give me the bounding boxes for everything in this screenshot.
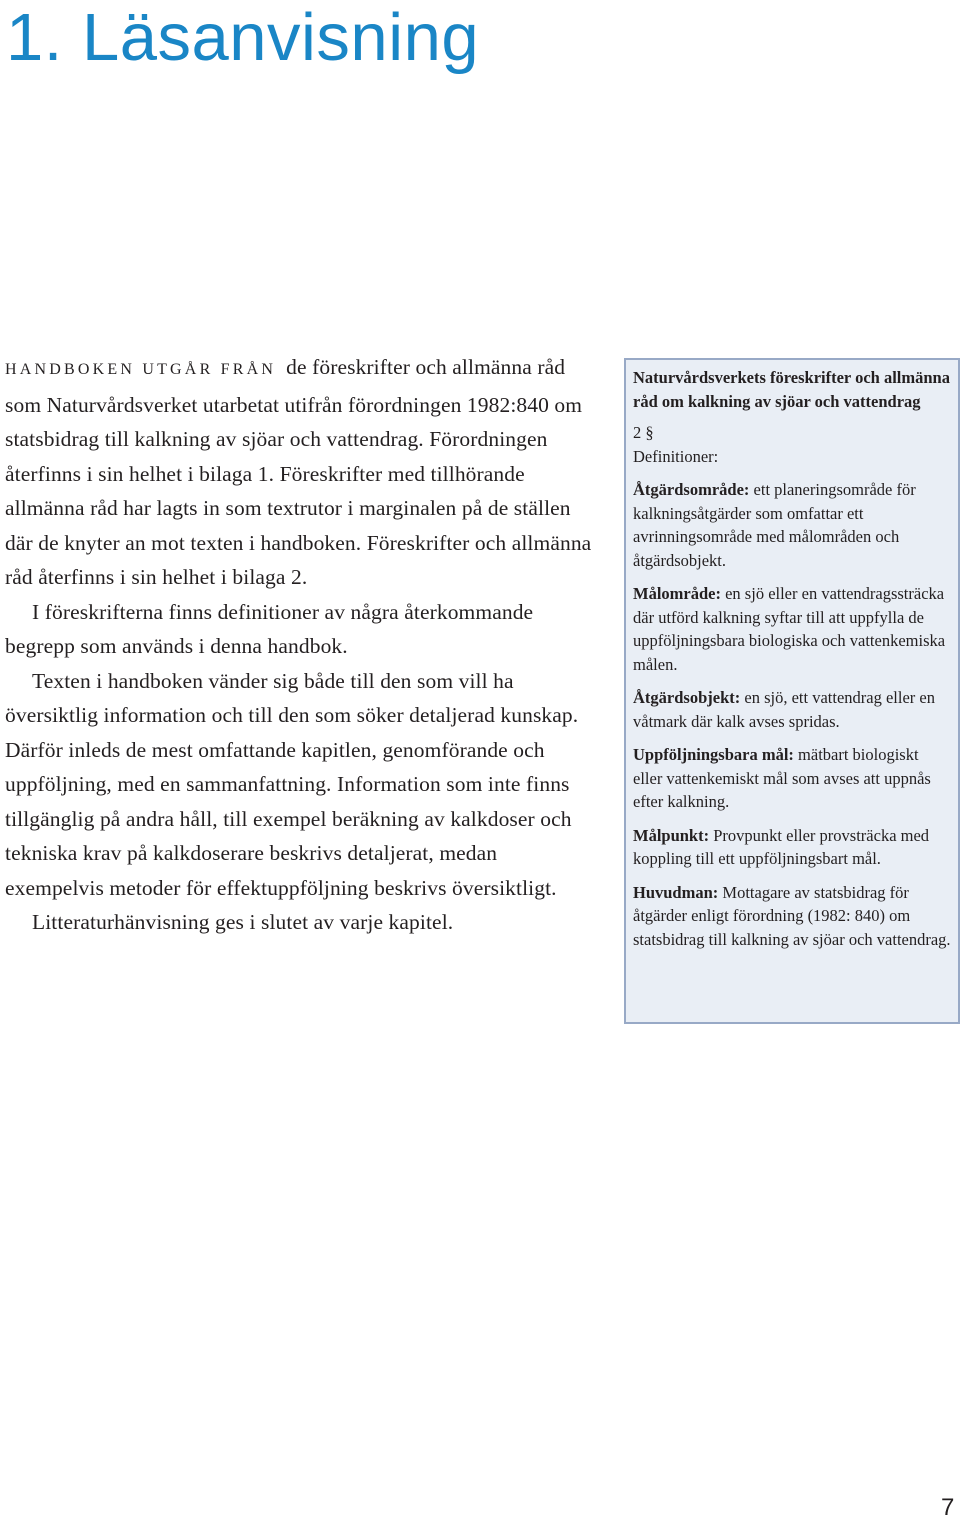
section-heading: Definitioner: <box>633 446 719 466</box>
definition-text: en sjö eller en vattendragssträcka där utförd kalkning syftar till att uppfylla de uppföljningsbara biologiska och vattenkemiska målen. <box>633 584 946 674</box>
definition-item <box>633 686 951 733</box>
definition-term: Huvudman: <box>633 882 719 902</box>
intro-paragraph <box>5 350 595 595</box>
definition-term: Åtgärdsobjekt: <box>633 688 741 707</box>
definition-term: Målpunkt: <box>633 825 710 845</box>
definition-term: Uppföljningsbara mål: <box>633 745 794 764</box>
page-number: 7 <box>941 1494 955 1521</box>
definition-item <box>633 881 951 952</box>
main-body-text <box>5 350 595 940</box>
definition-text: en sjö, ett vattendrag eller en våtmark där kalk avses spridas. <box>633 688 935 731</box>
intro-paragraph-text: de föreskrifter och allmänna råd som Naturvårdsverket utarbetat utifrån förordningen 1982:840 om statsbidrag till kalkning av sjöar och vattendrag. Förordningen återfinns i sin helhet i bilaga 1. Föreskrifter med tillhörande allmänna råd har lagts in som textrutor i marginalen på de ställen där de knyter an mot texten i handboken. Föreskrifter och allmänna råd återfinns i sin helhet i bilaga 2. <box>5 355 592 589</box>
definition-term: Målområde: <box>633 584 721 603</box>
textbox-title: Naturvårdsverkets föreskrifter och allmänna råd om kalkning av sjöar och vattendrag <box>633 368 950 411</box>
references-paragraph: Litteraturhänvisning ges i slutet av varje kapitel. <box>32 910 454 934</box>
definition-text: Provpunkt eller provsträcka med koppling till ett uppföljningsbart mål. <box>633 825 930 868</box>
definition-term: Åtgärdsområde: <box>633 480 750 499</box>
definition-item <box>633 478 951 572</box>
definition-item <box>633 824 951 871</box>
lead-in-smallcaps: HANDBOKEN UTGÅR FRÅN <box>5 361 277 378</box>
definitions-paragraph: I föreskrifterna finns definitioner av några återkommande begrepp som används i denna handbok. <box>5 599 534 658</box>
audience-paragraph: Texten i handboken vänder sig både till den som vill ha översiktlig information och till den som söker detaljerad kunskap. Därför inleds de mest omfattande kapitlen, genomförande och uppföljning, med en sammanfattning. Information som inte finns tillgänglig på andra håll, till exempel beräkning av kalkdoser och tekniska krav på kalkdoserare beskrivs detaljerat, medan exempelvis metoder för effektuppföljning beskrivs översiktligt. <box>5 668 579 900</box>
definition-text: ett planeringsområde för kalkningsåtgärder som omfattar ett avrinningsområde med målområden och åtgärdsobjekt. <box>633 480 916 570</box>
definition-item <box>633 743 951 814</box>
definition-text: mätbart biologiskt eller vattenkemiskt mål som avses att uppnås efter kalkning. <box>633 745 931 811</box>
section-mark: 2 § <box>633 423 654 442</box>
chapter-title: 1. Läsanvisning <box>6 0 480 75</box>
definition-item <box>633 582 951 676</box>
regulation-textbox <box>624 358 960 1024</box>
definition-text: Mottagare av statsbidrag för åtgärder enligt förordning (1982: 840) om statsbidrag till kalkning av sjöar och vattendrag. <box>633 882 951 949</box>
